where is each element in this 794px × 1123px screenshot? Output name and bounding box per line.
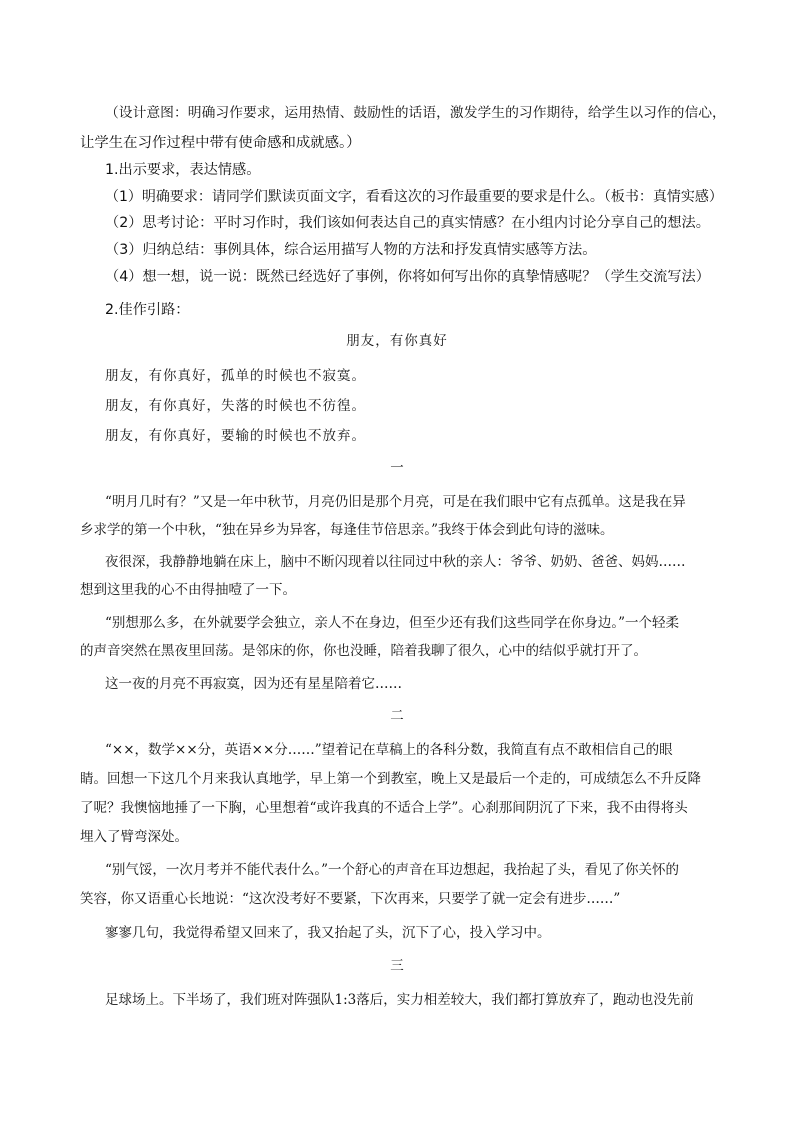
step1-item-1: （1）明确要求：请同学们默读页面文字，看看这次的习作最重要的要求是什么。（板书：真情实感）	[105, 189, 723, 205]
step1-item-4: （4）想一想，说一说：既然已经选好了事例，你将如何写出你的真挚情感呢？（学生交流写法）	[105, 269, 710, 285]
section-marker-3: 三	[390, 958, 404, 974]
step1-heading: 1.出示要求，表达情感。	[105, 162, 261, 178]
section2-line-3: 了呢？我懊恼地捶了一下胸，心里想着“或许我真的不适合上学”。心刹那间阴沉了下来，我不由得将头	[80, 800, 688, 816]
section1-line-4: 想到这里我的心不由得抽噎了一下。	[80, 582, 296, 598]
section2-line-7: 寥寥几句，我觉得希望又回来了，我又抬起了头，沉下了心，投入学习中。	[105, 925, 551, 941]
section-marker-2: 二	[390, 708, 404, 724]
step1-item-3: （3）归纳总结：事例具体，综合运用描写人物的方法和抒发真情实感等方法。	[105, 242, 597, 258]
essay-title: 朋友，有你真好	[346, 333, 448, 349]
design-intent-line-1: （设计意图：明确习作要求，运用热情、鼓励性的话语，激发学生的习作期待，给学生以习作的信心，	[105, 105, 726, 121]
essay-intro-line-1: 朋友，有你真好，孤单的时候也不寂寞。	[105, 368, 366, 384]
section1-line-1: “明月几时有？”又是一年中秋节，月亮仍旧是那个月亮，可是在我们眼中它有点孤单。这是我在异	[105, 494, 686, 510]
section1-line-2: 乡求学的第一个中秋，“独在异乡为异客，每逢佳节倍思亲。”我终于体会到此句诗的滋味。	[80, 522, 614, 538]
section3-line-1: 足球场上。下半场了，我们班对阵强队1:3落后，实力相差较大，我们都打算放弃了，跑动也没先前	[105, 992, 694, 1008]
section2-line-1: “××，数学××分，英语××分……”望着记在草稿上的各科分数，我简直有点不敢相信自己的眼	[105, 742, 673, 758]
design-intent-line-2: 让学生在习作过程中带有使命感和成就感。）	[80, 135, 361, 151]
step2-heading: 2.佳作引路：	[105, 302, 190, 318]
section1-line-6: 的声音突然在黑夜里回荡。是邻床的你，你也没睡，陪着我聊了很久，心中的结似乎就打开了。	[80, 643, 647, 659]
section-marker-1: 一	[390, 460, 404, 476]
section2-line-4: 埋入了臂弯深处。	[80, 829, 188, 845]
section2-line-5: “别气馁，一次月考并不能代表什么。”一个舒心的声音在耳边想起，我抬起了头，看见了你关怀的	[105, 862, 680, 878]
essay-intro-line-2: 朋友，有你真好，失落的时候也不彷徨。	[105, 398, 366, 414]
section1-line-5: “别想那么多，在外就要学会独立，亲人不在身边，但至少还有我们这些同学在你身边。”一个轻柔	[105, 615, 680, 631]
step1-item-2: （2）思考讨论：平时习作时，我们该如何表达自己的真实情感？在小组内讨论分享自己的想法。	[105, 215, 710, 231]
section1-line-3: 夜很深，我静静地躺在床上，脑中不断闪现着以往同过中秋的亲人：爷爷、奶奶、爸爸、妈妈……	[105, 554, 686, 570]
section2-line-2: 睛。回想一下这几个月来我认真地学，早上第一个到教室，晚上又是最后一个走的，可成绩怎么不升反降	[80, 771, 701, 787]
section1-line-7: 这一夜的月亮不再寂寞，因为还有星星陪着它……	[105, 676, 402, 692]
section2-line-6: 笑容，你又语重心长地说：“这次没考好不要紧，下次再来，只要学了就一定会有进步……”	[80, 891, 621, 907]
essay-intro-line-3: 朋友，有你真好，要输的时候也不放弃。	[105, 428, 366, 444]
